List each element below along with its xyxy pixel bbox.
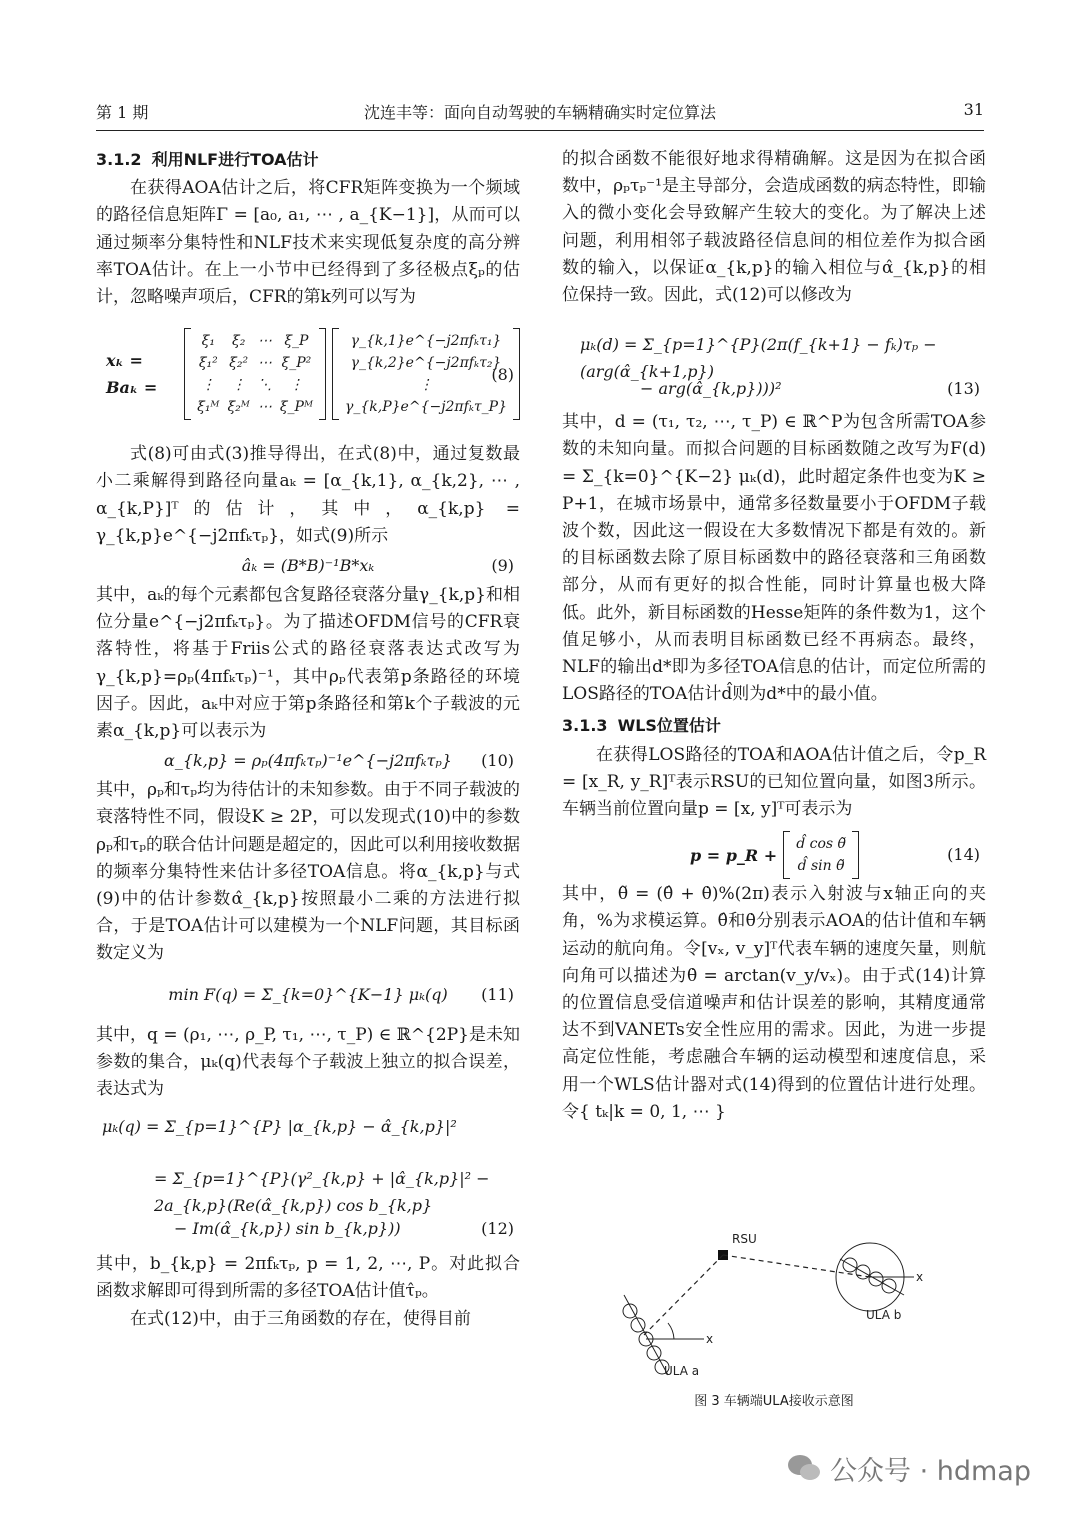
matrix-cell: ξ₁: [201, 333, 215, 350]
equation-9: âₖ = (B*B)⁻¹B*xₖ (9): [241, 556, 514, 576]
page-header: [96, 96, 984, 131]
issue-label: 第 1 期: [96, 103, 149, 122]
paragraph: 在式(12)中，由于三角函数的存在，使得目前: [130, 1308, 471, 1329]
matrix-cell: γ_{k,1}e^{−j2πfₖτ₁}: [350, 333, 502, 350]
matrix-cell: ξ₁²: [198, 355, 218, 372]
ula-a-label: ULA a: [664, 1364, 700, 1378]
right-column: [562, 146, 986, 1126]
running-title: 沈连丰等：面向自动驾驶的车辆精确实时定位算法: [363, 103, 716, 122]
matrix-cell: ⋮: [201, 377, 216, 394]
paragraph: 在获得LOS路径的TOA和AOA估计值之后，令p_R = [x_R, y_R]ᵀ表示RSU的已知位置向量，如图3所示。车辆当前位置向量p = [x, y]ᵀ可表示为: [562, 744, 986, 820]
matrix-cell: ⋱: [257, 377, 272, 394]
paragraph: 其中，θ̃ = (θ̂ + θ̇)%(2π)表示入射波与x轴正向的夹角，%为求模运算。θ̂和θ̇分别表示AOA的估计值和车辆运动的航向角。令[vₓ, v_y]ᵀ代表车辆的速度矢量，则航向角可以描述为θ̇ = arctan(v_y/vₓ)。由于式(14)计算的位置信息受信道噪声和估计误差的影响，其精度通常达不到VANETs安全性应用的需求。因此，为进一步提高定位性能，考虑融合车辆的运动模型和速度信息，采用一个WLS估计器对式(14)得到的位置估计进行处理。令{ tₖ|k = 0, 1, ⋯ }: [562, 884, 986, 1122]
matrix-cell: ⋮: [231, 377, 246, 394]
matrix-cell: ⋯: [257, 355, 272, 372]
figure-caption: 图 3 车辆端ULA接收示意图: [694, 1394, 854, 1409]
matrix-cell: γ_{k,P}e^{−j2πfₖτ_P}: [345, 399, 507, 416]
matrix-cell: ξ_P²: [281, 355, 312, 372]
svg-text:x: x: [706, 1332, 714, 1346]
figure-3: [584, 1215, 964, 1385]
paragraph: 其中，aₖ的每个元素都包含复路径衰落分量γ_{k,p}和相位分量e^{−j2πfₖτₚ}。为了描述OFDM信号的CFR衰落特性，将基于Friis公式的路径衰落表达式改写为γ_{k,p}=ρₚ(4πfₖτₚ)⁻¹，其中ρₚ代表第p条路径的环境因子。因此，aₖ中对应于第p条路径和第k个子载波的元素α_{k,p}可以表示为: [96, 585, 520, 742]
page-number: 31: [963, 100, 984, 119]
matrix-cell: ξ₂²: [229, 355, 249, 372]
left-column: [96, 146, 520, 1333]
matrix-cell: ξ_P: [284, 333, 309, 350]
paragraph: 其中，q = (ρ₁, ⋯, ρ_P, τ₁, ⋯, τ_P) ∈ ℝ^{2P}是未知参数的集合，μₖ(q)代表每个子载波上独立的拟合误差，表达式为: [96, 1024, 520, 1100]
paragraph: 其中，ρₚ和τₚ均为待估计的未知参数。由于不同子载波的衰落特性不同，假设K ≥ 2P，可以发现式(10)中的参数ρₚ和τₚ的联合估计问题是超定的，因此可以利用接收数据的频率分集特性来估计多径TOA信息。将α_{k,p}与式(9)中的估计参数α̂_{k,p}按照最小二乘的方法进行拟合，于是TOA估计可以建模为一个NLF问题，其目标函数定义为: [96, 780, 520, 964]
matrix-cell: ⋯: [257, 333, 272, 350]
section-heading-313: 3.1.3 WLS位置估计: [562, 716, 721, 736]
equation-13: μₖ(d) = Σ_{p=1}^{P}(2π(f_{k+1} − fₖ)τₚ − (arg(α̂_{k+1,p}) − arg(α̂_{k,p})))² (13): [580, 335, 980, 399]
ula-a-array: [623, 1295, 713, 1378]
svg-text:x: x: [916, 1270, 924, 1284]
matrix-cell: ⋮: [419, 377, 433, 394]
matrix-cell: ξ_Pᴹ: [279, 399, 313, 416]
equation-14: p = p_R + d̂ cos θ̃ d̂ sin θ̃ (14): [562, 823, 986, 881]
rsu-label: RSU: [732, 1232, 757, 1246]
wechat-icon: [786, 1452, 822, 1484]
matrix-cell: ξ₂: [231, 333, 246, 350]
matrix-cell: ξ₂ᴹ: [227, 399, 250, 416]
matrix-cell: γ_{k,2}e^{−j2πfₖτ₂}: [350, 355, 502, 372]
ula-b-label: ULA b: [866, 1308, 902, 1322]
equation-10: α_{k,p} = ρₚ(4πfₖτₚ)⁻¹e^{−j2πfₖτₚ} (10): [164, 751, 514, 771]
ula-b-array: [836, 1243, 923, 1322]
paragraph: 其中，b_{k,p} = 2πfₖτₚ, p = 1, 2, ⋯, P。对此拟合函数求解即可得到所需的多径TOA估计值τ̂ₚ。: [96, 1254, 520, 1302]
paragraph: 在获得AOA估计之后，将CFR矩阵变换为一个频域的路径信息矩阵Γ = [a₀, a₁, ⋯ , a_{K−1}]，从而可以通过频率分集特性和NLF技术来实现低复杂度的高分辨率TOA估计。在上一小节中已经得到了多径极点ξₚ的估计，忽略噪声项后，CFR的第k列可以写为: [96, 178, 520, 308]
paragraph: 式(8)可由式(3)推导得出，在式(8)中，通过复数最小二乘解得到路径向量aₖ = [α_{k,1}, α_{k,2}, ⋯ , α_{k,P}]ᵀ的估计，其中，α_{k,p} = γ_{k,p}e^{−j2πfₖτₚ}，如式(9)所示: [96, 444, 520, 546]
matrix-cell: ⋯: [257, 399, 272, 416]
matrix-cell: ξ₁ᴹ: [197, 399, 220, 416]
equation-8: xₖ = Baₖ = ξ₁ ξ₂ ⋯ ξ_P ξ₁² ξ₂² ⋯ ξ_P² ⋮ ⋮ ⋱ ⋮ ξ₁ᴹ ξ₂ᴹ ⋯ ξ_Pᴹ γ_{k,1}e^{−j2πfₖτ₁} γ_{k,2}e^{−j2πfₖτ₂} ⋮ γ_{k,P}e^{−j2πfₖτ_P} (8): [96, 315, 520, 433]
paragraph: 的拟合函数不能很好地求得精确解。这是因为在拟合函数中，ρₚτₚ⁻¹是主导部分，会造成函数的病态特性，即输入的微小变化会导致解产生较大的变化。为了解决上述问题，利用相邻子载波路径信息间的相位差作为拟合函数的输入，以保证α_{k,p}的输入相位与α̂_{k,p}的相位保持一致。因此，式(12)可以修改为: [562, 149, 986, 306]
section-heading-312: 3.1.2 利用NLF进行TOA估计: [96, 150, 319, 169]
matrix-b: [184, 328, 326, 420]
matrix-cell: ⋮: [289, 377, 304, 394]
equation-12: μₖ(q) = Σ_{p=1}^{P} |α_{k,p} − α̂_{k,p}|² = Σ_{p=1}^{P}(γ²_{k,p} + |α̂_{k,p}|² − 2a_{k,p}(Re(α̂_{k,p}) cos b_{k,p} − Im(α̂_{k,p}) sin b_{k,p})) (12): [102, 1117, 514, 1239]
equation-number: (8): [491, 365, 514, 385]
watermark: 公众号 · hdmap: [786, 1448, 1031, 1488]
equation-11: min F(q) = Σ_{k=0}^{K−1} μₖ(q) (11): [168, 984, 514, 1004]
paragraph: 其中，d = (τ₁, τ₂, ⋯, τ_P) ∈ ℝ^P为包含所需TOA参数的未知向量。而拟合问题的目标函数随之改写为F(d) = Σ_{k=0}^{K−2} μₖ(d)，此时超定条件也变为K ≥ P+1，在城市场景中，通常多径数量要小于OFDM子载波个数，因此这一假设在大多数情况下都是有效的。新的目标函数去除了原目标函数中的路径衰落和三角函数部分，从而有更好的拟合性能，同时计算量也极大降低。此外，新目标函数的Hesse矩阵的条件数为1，这个值足够小，从而表明目标函数已经不再病态。最终，NLF的输出d*即为多径TOA信息的估计，而定位所需的LOS路径的TOA估计d̂则为d*中的最小值。: [562, 412, 986, 705]
